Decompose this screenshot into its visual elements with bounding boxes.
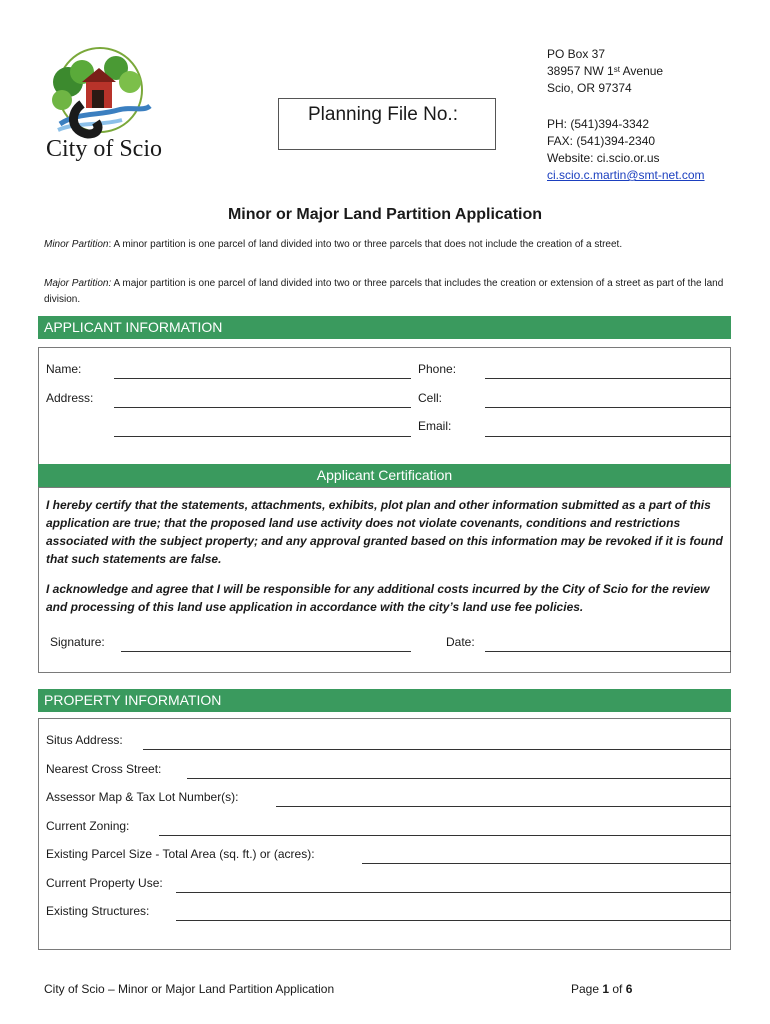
phone-field[interactable] — [485, 378, 731, 379]
applicant-information-box — [38, 347, 731, 465]
page-number: Page 1 of 6 — [571, 982, 633, 996]
address-line1: PO Box 37 — [547, 47, 606, 61]
name-label: Name: — [46, 362, 82, 376]
situs-address-label: Situs Address: — [46, 733, 123, 747]
existing-structures-field[interactable] — [176, 920, 731, 921]
signature-label: Signature: — [50, 635, 105, 649]
phone-label: Phone: — [418, 362, 457, 376]
acknowledgement-statement: I acknowledge and agree that I will be responsible for any additional costs incurred by the City of Scio for the review and processing of this land use application in accordance with the city’s land use fee policies. — [46, 582, 710, 614]
fax-number: FAX: (541)394-2340 — [547, 134, 656, 148]
current-zoning-label: Current Zoning: — [46, 819, 130, 833]
logo-text: City of Scio — [46, 136, 163, 162]
email-label: Email: — [418, 419, 452, 433]
certification-statement: I hereby certify that the statements, attachments, exhibits, plot plan and other information submitted as a part of this application are true; that the proposed land use activity does not violate covenants, conditions and restrictions associated with the subject property; and any approval granted based on this information may be revoked if it is found that such statements are false. — [46, 498, 723, 566]
planning-file-label: Planning File No.: — [308, 104, 458, 125]
phone-number: PH: (541)394-3342 — [547, 117, 650, 131]
cross-street-field[interactable] — [187, 778, 731, 779]
applicant-information-header: APPLICANT INFORMATION — [38, 316, 731, 339]
address-line2: 38957 NW 1st Avenue — [547, 64, 664, 78]
minor-partition-label: Minor Partition — [44, 239, 109, 250]
situs-address-field[interactable] — [143, 749, 731, 750]
address-line3: Scio, OR 97374 — [547, 81, 632, 95]
name-field[interactable] — [114, 378, 411, 379]
minor-partition-definition: Minor Partition: A minor partition is one parcel of land divided into two or three parcels that does not include the creation of a street. — [44, 239, 623, 250]
cell-label: Cell: — [418, 391, 443, 405]
planning-file-box[interactable] — [278, 98, 496, 150]
parcel-size-field[interactable] — [362, 863, 731, 864]
major-partition-definition: Major Partition: A major partition is one parcel of land divided into two or three parcels that includes the creation or extension of a street as part of the land division. — [44, 278, 724, 305]
date-field[interactable] — [485, 651, 731, 652]
email-link[interactable]: ci.scio.c.martin@smt-net.com — [547, 168, 705, 182]
assessor-map-field[interactable] — [276, 806, 731, 807]
address-field-line2[interactable] — [114, 436, 411, 437]
address-label: Address: — [46, 391, 94, 405]
current-use-label: Current Property Use: — [46, 876, 163, 890]
property-information-header: PROPERTY INFORMATION — [38, 689, 731, 712]
current-use-field[interactable] — [176, 892, 731, 893]
parcel-size-label: Existing Parcel Size - Total Area (sq. ft.) or (acres): — [46, 847, 315, 861]
website: Website: ci.scio.or.us — [547, 151, 660, 165]
date-label: Date: — [446, 635, 475, 649]
current-zoning-field[interactable] — [159, 835, 731, 836]
signature-field[interactable] — [121, 651, 411, 652]
major-partition-label: Major Partition: — [44, 278, 112, 289]
address-field-line1[interactable] — [114, 407, 411, 408]
existing-structures-label: Existing Structures: — [46, 904, 150, 918]
mailing-address — [547, 46, 663, 97]
cell-field[interactable] — [485, 407, 731, 408]
email-field[interactable] — [485, 436, 731, 437]
page-title: Minor or Major Land Partition Application — [227, 206, 543, 223]
cross-street-label: Nearest Cross Street: — [46, 762, 162, 776]
footer-document-title: City of Scio – Minor or Major Land Partition Application — [44, 982, 335, 996]
contact-info — [547, 116, 705, 184]
applicant-certification-header: Applicant Certification — [38, 464, 731, 487]
assessor-map-label: Assessor Map & Tax Lot Number(s): — [46, 790, 239, 804]
